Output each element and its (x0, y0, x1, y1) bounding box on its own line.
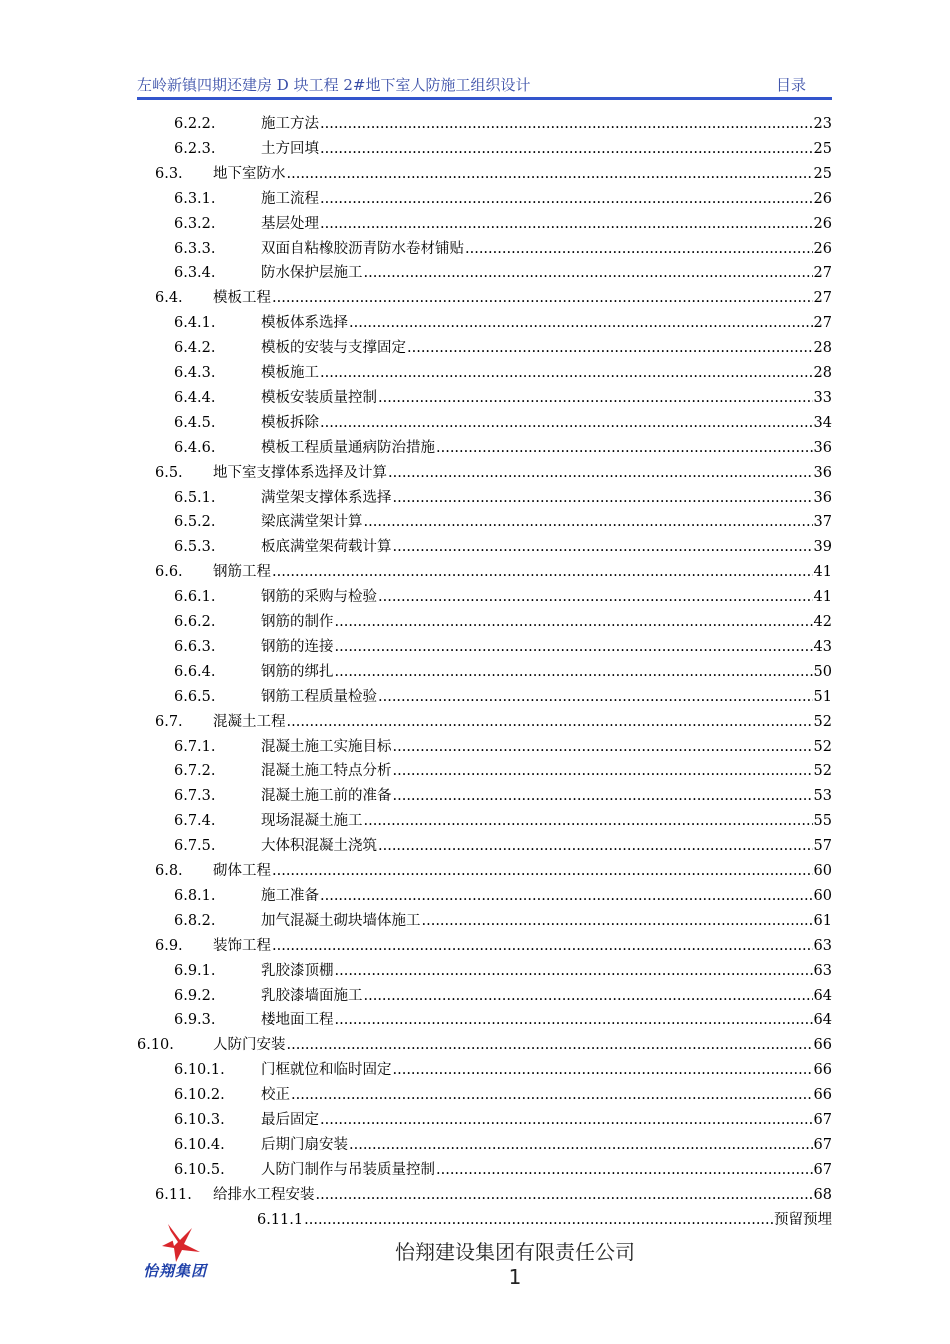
toc-entry-page: 60 (813, 863, 832, 879)
toc-entry-number: 6.6.3. (174, 638, 216, 655)
toc-entry-page: 67 (813, 1161, 832, 1178)
toc-entry[interactable] (174, 909, 832, 933)
toc-entry[interactable] (155, 560, 832, 584)
toc-entry[interactable] (174, 759, 832, 783)
toc-entry-title: 双面自粘橡胶沥青防水卷材铺贴 (261, 240, 464, 257)
toc-entry-number: 6.5.3. (174, 539, 216, 556)
toc-entry[interactable] (174, 635, 832, 659)
toc-entry-title: 模板安装质量控制 (261, 389, 377, 406)
toc-leader-dots (378, 585, 813, 609)
toc-entry[interactable] (174, 137, 832, 161)
toc-entry-number: 6.4.5. (174, 414, 216, 431)
toc-entry[interactable] (174, 610, 832, 634)
toc-entry[interactable] (155, 286, 832, 310)
toc-entry-title: 钢筋的绑扎 (261, 663, 334, 680)
toc-entry[interactable] (174, 1108, 832, 1132)
toc-entry-title: 防水保护层施工 (261, 265, 363, 282)
toc-entry[interactable] (174, 809, 832, 833)
toc-entry[interactable] (174, 959, 832, 983)
toc-entry-number: 6.10.1. (174, 1062, 225, 1079)
toc-entry[interactable] (174, 1083, 832, 1107)
toc-entry-page: 67 (813, 1112, 832, 1128)
toc-entry-title: 混凝土工程 (213, 713, 286, 730)
toc-entry[interactable] (174, 486, 832, 510)
toc-entry-page: 25 (813, 140, 832, 157)
toc-entry-number: 6.6.4. (174, 663, 216, 680)
toc-entry-title: 钢筋的连接 (261, 638, 334, 655)
toc-entry-page: 66 (813, 1087, 832, 1104)
toc-entry-number: 6.7.3. (174, 788, 216, 805)
toc-entry-number: 6.3.4. (174, 265, 216, 282)
toc-entry-title: 现场混凝土施工 (261, 813, 363, 830)
toc-entry[interactable] (174, 336, 832, 360)
toc-entry-title: 混凝土施工特点分析 (261, 763, 392, 780)
toc-entry-number: 6.7. (155, 713, 183, 730)
toc-entry[interactable] (155, 162, 832, 186)
toc-leader-dots (272, 286, 813, 310)
toc-entry-number: 6.4.6. (174, 439, 216, 456)
toc-entry-page: 57 (813, 838, 832, 855)
page-number: 1 (508, 1265, 522, 1289)
toc-leader-dots (320, 361, 813, 385)
toc-leader-dots (364, 510, 813, 534)
toc-entry-page: 36 (813, 439, 832, 456)
toc-leader-dots (364, 261, 813, 285)
toc-entry[interactable] (174, 984, 832, 1008)
toc-leader-dots (364, 984, 813, 1008)
toc-entry[interactable] (174, 187, 832, 211)
toc-entry[interactable] (174, 884, 832, 908)
toc-entry-number: 6.4.4. (174, 389, 216, 406)
toc-entry-page: 42 (813, 614, 832, 630)
toc-entry-page: 33 (813, 389, 832, 406)
toc-entry-number: 6.6.5. (174, 688, 216, 705)
toc-entry-page: 39 (813, 539, 832, 556)
toc-entry-number: 6.3.1. (174, 190, 216, 207)
toc-entry-number: 6.9. (155, 937, 183, 954)
toc-entry-title: 模板工程 (213, 290, 271, 307)
toc-entry-title: 给排水工程安装 (213, 1186, 315, 1203)
toc-entry-number: 6.10.3. (174, 1112, 225, 1128)
toc-entry-title: 楼地面工程 (261, 1012, 334, 1029)
toc-entry-page: 26 (813, 190, 832, 207)
toc-entry-number: 6.10.2. (174, 1087, 225, 1104)
toc-entry-number: 6.11. (155, 1186, 192, 1203)
toc-entry[interactable] (155, 934, 832, 958)
toc-entry-page: 26 (813, 240, 832, 257)
toc-entry-page: 52 (813, 738, 832, 755)
toc-entry-page: 26 (813, 215, 832, 232)
toc-entry-title: 模板工程质量通病防治措施 (261, 439, 435, 456)
toc-entry-page: 41 (813, 564, 832, 581)
toc-entry-number: 6.5. (155, 464, 183, 481)
toc-leader-dots (335, 610, 813, 634)
toc-entry-title: 6.11.1 (257, 1211, 304, 1228)
toc-entry-title: 模板拆除 (261, 414, 319, 431)
toc-entry-page: 41 (813, 589, 832, 606)
toc-entry-title: 乳胶漆顶棚 (261, 962, 334, 979)
section-label: 目录 (775, 76, 806, 94)
toc-leader-dots (272, 934, 813, 958)
toc-entry-page: 67 (813, 1136, 832, 1153)
toc-entry[interactable] (174, 311, 832, 335)
toc-leader-dots (291, 1083, 813, 1107)
toc-leader-dots (393, 1058, 813, 1082)
toc-leader-dots (320, 884, 813, 908)
toc-entry-number: 6.6.2. (174, 614, 216, 630)
toc-leader-dots (407, 336, 813, 360)
toc-entry[interactable] (174, 436, 832, 460)
toc-entry-page: 64 (813, 1012, 832, 1029)
toc-entry-title: 模板体系选择 (261, 315, 348, 332)
toc-entry-title: 后期门扇安装 (261, 1136, 348, 1153)
toc-leader-dots (304, 1208, 773, 1232)
toc-entry-page: 27 (813, 265, 832, 282)
toc-entry-number: 6.3.3. (174, 240, 216, 257)
toc-entry-number: 6.4.3. (174, 365, 216, 381)
toc-leader-dots (422, 909, 813, 933)
toc-entry-number: 6.10. (137, 1037, 174, 1054)
toc-entry-number: 6.3.2. (174, 215, 216, 232)
toc-entry-page: 55 (813, 813, 832, 830)
toc-entry-page: 43 (813, 638, 832, 655)
toc-leader-dots (287, 710, 813, 734)
toc-leader-dots (335, 660, 813, 684)
toc-entry-page: 预留预埋 (774, 1211, 832, 1228)
toc-entry-title: 施工方法 (261, 116, 319, 132)
toc-entry-number: 6.9.1. (174, 962, 216, 979)
toc-leader-dots (335, 1008, 813, 1032)
toc-entry-page: 52 (813, 763, 832, 780)
toc-entry-title: 钢筋工程质量检验 (261, 688, 377, 705)
toc-entry-title: 最后固定 (261, 1112, 319, 1128)
toc-entry-number: 6.7.5. (174, 838, 216, 855)
toc-entry[interactable] (174, 1008, 832, 1032)
toc-entry-page: 68 (813, 1186, 832, 1203)
toc-entry[interactable] (174, 510, 832, 534)
toc-entry-page: 28 (813, 365, 832, 381)
document-title: 左岭新镇四期还建房 D 块工程 2#地下室人防施工组织设计 (137, 76, 531, 94)
toc-leader-dots (320, 187, 813, 211)
toc-entry-title: 模板的安装与支撑固定 (261, 340, 406, 357)
toc-entry[interactable] (174, 237, 832, 261)
toc-entry-title: 钢筋的采购与检验 (261, 589, 377, 606)
toc-entry-page: 23 (813, 116, 832, 132)
toc-leader-dots (364, 809, 813, 833)
toc-leader-dots (393, 535, 813, 559)
toc-entry-title: 土方回填 (261, 140, 319, 157)
toc-leader-dots (287, 162, 813, 186)
toc-entry[interactable] (137, 1033, 832, 1057)
toc-entry-title: 人防门制作与吊装质量控制 (261, 1161, 435, 1178)
toc-entry[interactable] (155, 710, 832, 734)
toc-entry[interactable] (174, 585, 832, 609)
toc-entry-number: 6.10.4. (174, 1136, 225, 1153)
toc-leader-dots (393, 486, 813, 510)
toc-leader-dots (335, 959, 813, 983)
toc-entry-title: 板底满堂架荷载计算 (261, 539, 392, 556)
toc-leader-dots (320, 137, 813, 161)
toc-entry-title: 梁底满堂架计算 (261, 514, 363, 531)
toc-entry-number: 6.8.1. (174, 887, 216, 904)
toc-entry-title: 基层处理 (261, 215, 319, 232)
toc-entry[interactable] (174, 1133, 832, 1157)
toc-leader-dots (465, 237, 813, 261)
toc-entry-number: 6.8. (155, 863, 183, 879)
toc-entry-title: 施工准备 (261, 887, 319, 904)
toc-entry-number: 6.3. (155, 165, 183, 182)
toc-leader-dots (393, 735, 813, 759)
toc-entry-title: 装饰工程 (213, 937, 271, 954)
toc-leader-dots (335, 635, 813, 659)
toc-entry-number: 6.4.1. (174, 315, 216, 332)
toc-entry[interactable] (174, 1158, 832, 1182)
toc-leader-dots (316, 1183, 813, 1207)
footer-company: 怡翔建设集团有限责任公司 (395, 1240, 635, 1264)
toc-leader-dots (436, 1158, 813, 1182)
toc-entry-page: 36 (813, 489, 832, 506)
toc-entry-page: 50 (813, 663, 832, 680)
toc-leader-dots (436, 436, 813, 460)
toc-entry-title: 钢筋的制作 (261, 614, 334, 630)
toc-entry-title: 混凝土施工实施目标 (261, 738, 392, 755)
toc-entry[interactable] (174, 212, 832, 236)
toc-leader-dots (320, 112, 813, 136)
toc-entry-title: 钢筋工程 (213, 564, 271, 581)
toc-entry[interactable] (257, 1208, 832, 1232)
toc-entry-page: 63 (813, 962, 832, 979)
toc-entry-number: 6.7.4. (174, 813, 216, 830)
toc-entry-number: 6.4. (155, 290, 183, 307)
toc-entry-page: 28 (813, 340, 832, 357)
toc-entry[interactable] (174, 361, 832, 385)
toc-entry-page: 51 (813, 688, 832, 705)
toc-leader-dots (349, 311, 813, 335)
toc-entry-number: 6.7.2. (174, 763, 216, 780)
toc-entry-number: 6.2.2. (174, 116, 216, 132)
toc-entry-number: 6.6.1. (174, 589, 216, 606)
toc-leader-dots (388, 461, 813, 485)
toc-entry-title: 校正 (261, 1087, 290, 1104)
toc-entry[interactable] (155, 859, 832, 883)
toc-entry-title: 加气混凝土砌块墙体施工 (261, 912, 421, 929)
toc-entry[interactable] (174, 1058, 832, 1082)
toc-entry[interactable] (174, 685, 832, 709)
toc-entry-title: 模板施工 (261, 365, 319, 381)
toc-leader-dots (320, 1108, 813, 1132)
toc-leader-dots (272, 859, 813, 883)
toc-entry[interactable] (174, 784, 832, 808)
toc-leader-dots (393, 784, 813, 808)
toc-entry-page: 34 (813, 414, 832, 431)
toc-entry-page: 63 (813, 937, 832, 954)
toc-leader-dots (378, 685, 813, 709)
toc-entry-number: 6.10.5. (174, 1161, 225, 1178)
toc-entry-title: 砌体工程 (213, 863, 271, 879)
toc-entry-page: 66 (813, 1062, 832, 1079)
toc-entry-page: 25 (813, 165, 832, 182)
toc-entry-number: 6.7.1. (174, 738, 216, 755)
toc-entry-number: 6.9.2. (174, 987, 216, 1004)
toc-entry-page: 36 (813, 464, 832, 481)
toc-leader-dots (393, 759, 813, 783)
toc-entry-title: 施工流程 (261, 190, 319, 207)
toc-entry-title: 满堂架支撑体系选择 (261, 489, 392, 506)
toc-leader-dots (378, 834, 813, 858)
toc-entry[interactable] (155, 461, 832, 485)
toc-leader-dots (272, 560, 813, 584)
toc-entry-number: 6.6. (155, 564, 183, 581)
toc-entry-page: 37 (813, 514, 832, 531)
toc-entry[interactable] (174, 660, 832, 684)
toc-entry[interactable] (174, 386, 832, 410)
toc-entry-page: 53 (813, 788, 832, 805)
toc-entry-page: 61 (813, 912, 832, 929)
toc-entry[interactable] (174, 834, 832, 858)
toc-entry-page: 27 (813, 290, 832, 307)
toc-entry[interactable] (174, 535, 832, 559)
toc-leader-dots (287, 1033, 813, 1057)
toc-entry-page: 27 (813, 315, 832, 332)
page-header (137, 74, 832, 98)
toc-entry-number: 6.9.3. (174, 1012, 216, 1029)
toc-entry-page: 60 (813, 887, 832, 904)
toc-entry-title: 门框就位和临时固定 (261, 1062, 392, 1079)
toc-entry-number: 6.2.3. (174, 140, 216, 157)
toc-entry-page: 52 (813, 713, 832, 730)
toc-entry[interactable] (174, 112, 832, 136)
toc-leader-dots (320, 212, 813, 236)
toc-entry[interactable] (174, 411, 832, 435)
toc-leader-dots (378, 386, 813, 410)
toc-entry-number: 6.5.2. (174, 514, 216, 531)
toc-entry-title: 乳胶漆墙面施工 (261, 987, 363, 1004)
toc-entry-title: 混凝土施工前的准备 (261, 788, 392, 805)
toc-entry-title: 地下室防水 (213, 165, 286, 182)
toc-entry-number: 6.5.1. (174, 489, 216, 506)
toc-entry-title: 大体积混凝土浇筑 (261, 838, 377, 855)
toc-entry-number: 6.8.2. (174, 912, 216, 929)
header-rule (137, 97, 832, 100)
toc-entry[interactable] (155, 1183, 832, 1207)
logo-text: 怡翔集团 (143, 1262, 208, 1280)
toc-leader-dots (320, 411, 813, 435)
toc-entry-page: 64 (813, 987, 832, 1004)
toc-leader-dots (349, 1133, 813, 1157)
toc-entry-number: 6.4.2. (174, 340, 216, 357)
toc-entry-title: 人防门安装 (213, 1037, 286, 1054)
toc-entry-page: 66 (813, 1037, 832, 1054)
toc-entry-title: 地下室支撑体系选择及计算 (213, 464, 387, 481)
toc-entry[interactable] (174, 735, 832, 759)
toc-entry[interactable] (174, 261, 832, 285)
